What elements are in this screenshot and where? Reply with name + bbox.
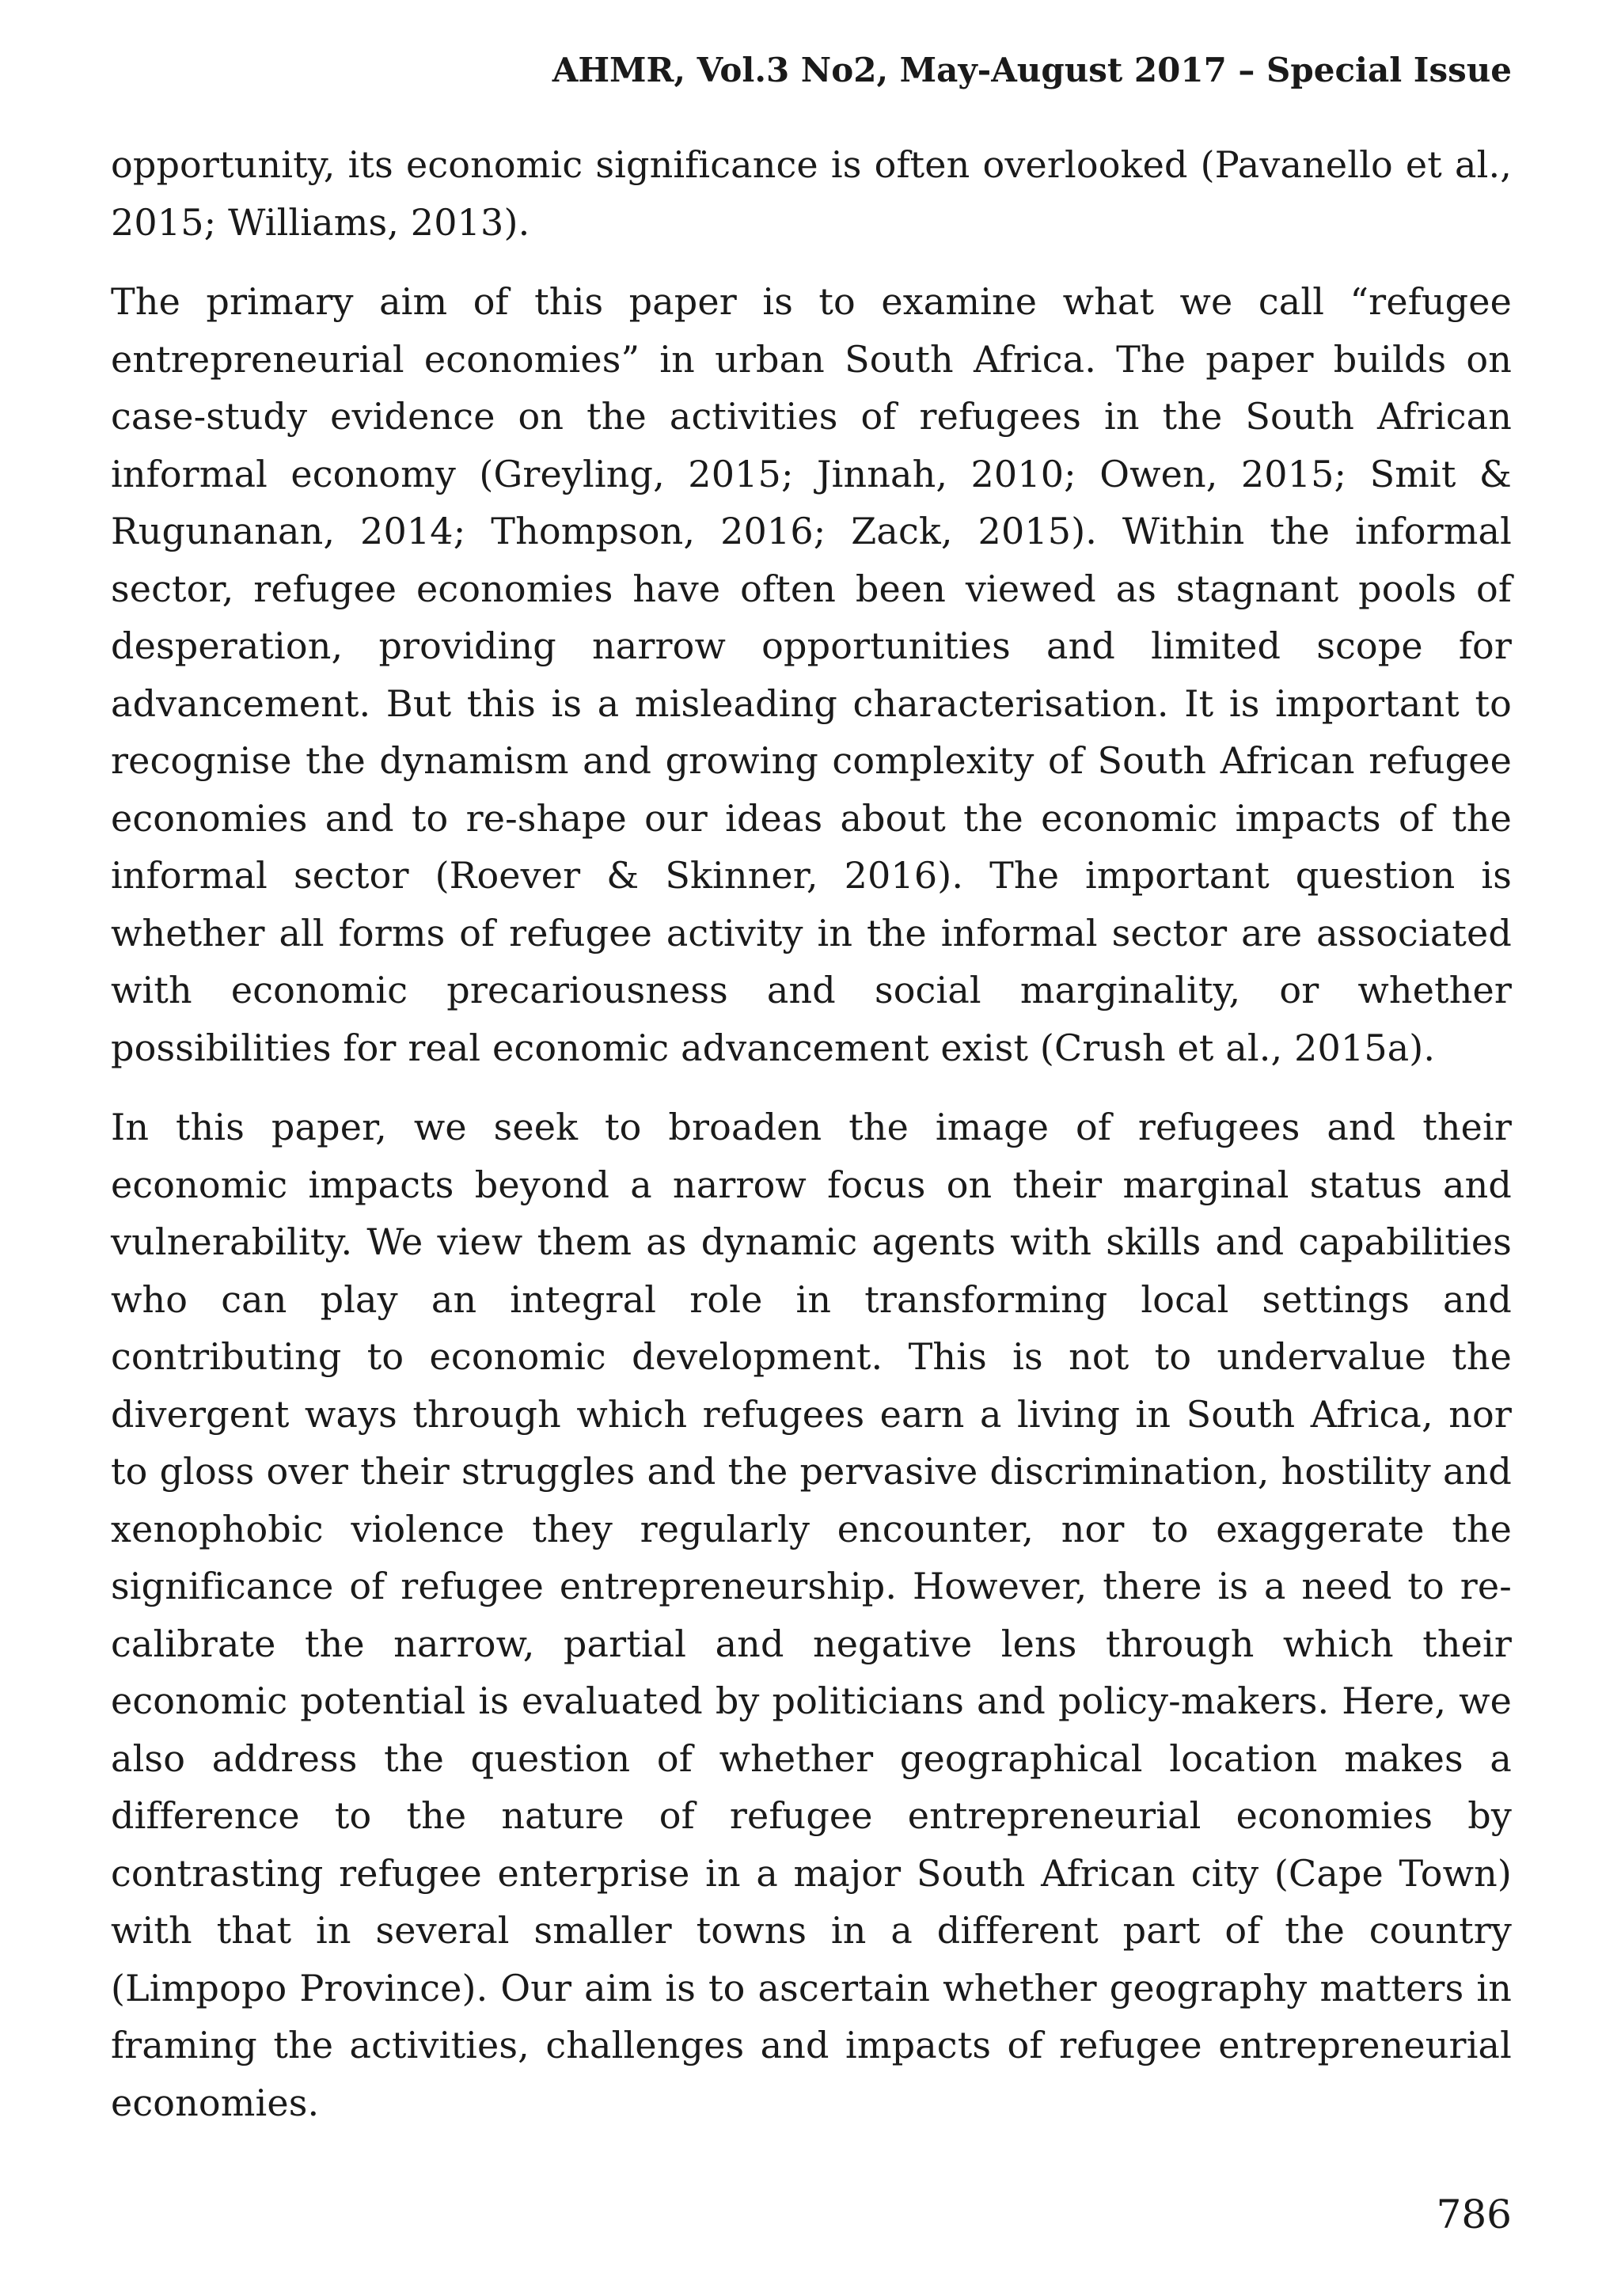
body-text [111, 136, 1512, 2154]
running-header: AHMR, Vol.3 No2, May-August 2017 – Special Issue [552, 51, 1512, 89]
page-number: 786 [1436, 2192, 1512, 2237]
paragraph-primary-aim: The primary aim of this paper is to examine what we call “refugee entrepreneurial economies” in urban South Africa. The paper builds on case-study evidence on the activities of refugees in the South African informal economy (Greyling, 2015; Jinnah, 2010; Owen, 2015; Smit & Rugunanan, 2014; Thompson, 2016; Zack, 2015). Within the informal sector, refugee economies have often been viewed as stagnant pools of desperation, providing narrow opportunities and limited scope for advancement. But this is a misleading characterisation. It is important to recognise the dynamism and growing complexity of South African refugee economies and to re-shape our ideas about the economic impacts of the informal sector (Roever & Skinner, 2016). The important question is whether all forms of refugee activity in the informal sector are associated with economic precariousness and social marginality, or whether possibilities for real economic advancement exist (Crush et al., 2015a). [111, 280, 1512, 1069]
paragraph-broaden-image: In this paper, we seek to broaden the image of refugees and their economic impacts beyond a narrow focus on their marginal status and vulnerability. We view them as dynamic agents with skills and capabilities who can play an integral role in transforming local settings and contributing to economic development. This is not to undervalue the divergent ways through which refugees earn a living in South Africa, nor to gloss over their struggles and the pervasive discrimination, hostility and xenophobic violence they regularly encounter, nor to exaggerate the significance of refugee entrepreneurship. However, there is a need to re-calibrate the narrow, partial and negative lens through which their economic potential is evaluated by politicians and policy-makers. Here, we also address the question of whether geographical location makes a difference to the nature of refugee entrepreneurial economies by contrasting refugee enterprise in a major South African city (Cape Town) with that in several smaller towns in a different part of the country (Limpopo Province). Our aim is to ascertain whether geography matters in framing the activities, challenges and impacts of refugee entrepreneurial economies. [111, 1106, 1512, 2124]
document-page [111, 0, 1512, 2296]
paragraph-continuation: opportunity, its economic significance is often overlooked (Pavanello et al., 2015; Williams, 2013). [111, 143, 1512, 244]
